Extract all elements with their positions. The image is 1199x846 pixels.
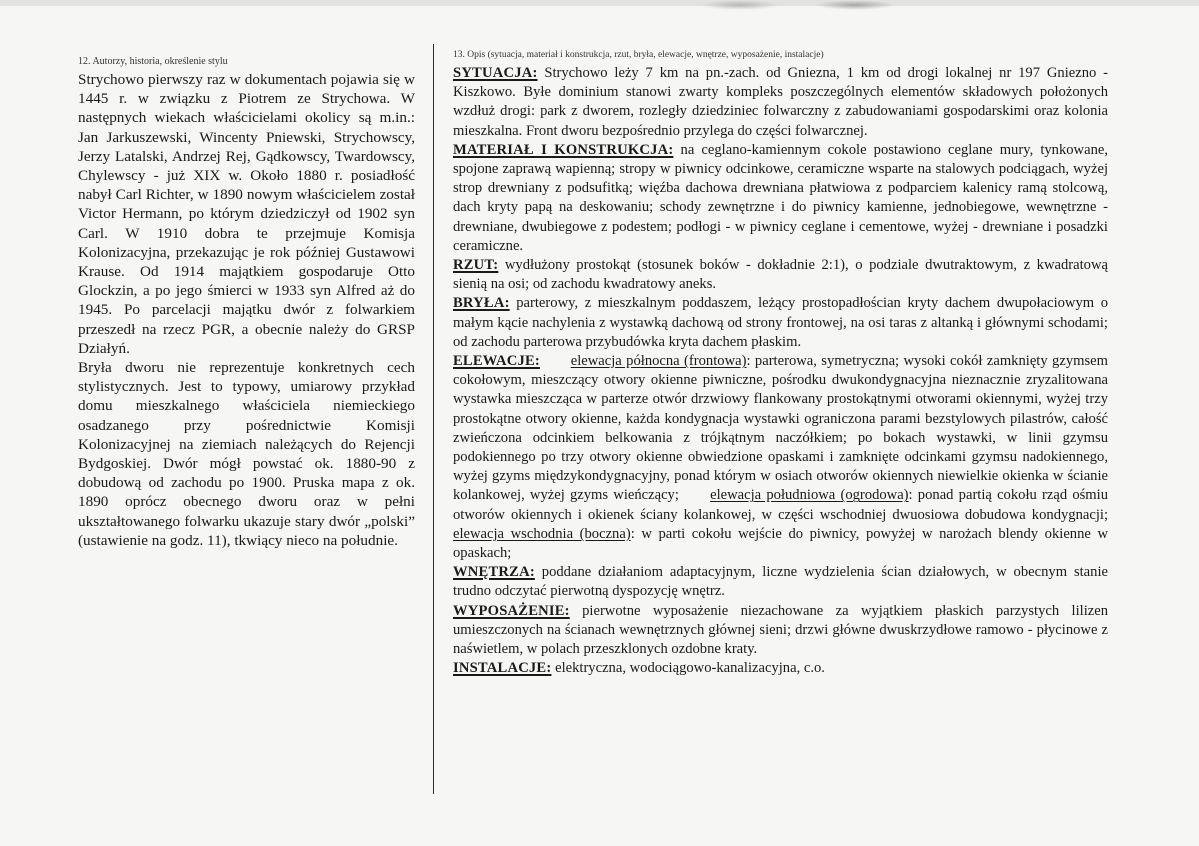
history-paragraph: Strychowo pierwszy raz w dokumentach pojawia się w 1445 r. w związku z Piotrem ze Strychowa. W następnych wiekach właścicielami okolicy są m.in.: Jan Jarkuszewski, Wincenty Pniewski, Strychowscy, Jerzy Latalski, Andrzej Rej, Gądkowscy, Twardowscy, Chylewscy - już XIX w. Około 1880 r. posiadłość nabył Carl Richter, w 1890 nowym właścicielem został Victor Hermann, po którym dziedziczył od 1902 syn Carl. W 1910 dobra te przejmuje Komisja Kolonizacyjna, przekazując je rok później Gustawowi Krause. Od 1914 majątkiem gospodaruje Otto Glockzin, a po jego śmierci w 1933 syn Alfred aż do 1945. Po parcelacji majątku dwór z folwarkiem przeszedł na rzecz PGR, a obecnie należy do GRSP Działyń. — [78, 71, 415, 357]
top-edge — [0, 0, 1199, 6]
wnetrza-text: poddane działaniom adaptacyjnym, liczne wydzielenia ścian działowych, w obecnym stanie trudno odczytać pierwotną dyspozycję wnętrz. — [453, 564, 1108, 600]
elewacja-polnocna-label: elewacja północna (frontowa) — [570, 353, 747, 370]
instalacje-label: INSTALACJE: — [453, 660, 552, 677]
rzut-label: RZUT: — [453, 257, 499, 274]
elewacje-paragraph — [453, 352, 1108, 563]
elewacja-poludniowa-text: : ponad partią cokołu rząd ośmiu otworów okiennych i okienek ściany kolankowej, w części wschodniej dwuosiowa dobudowa kondygnacji; — [453, 487, 1108, 523]
section-12-body — [78, 70, 415, 550]
wnetrza-paragraph — [453, 563, 1108, 601]
section-12-heading: 12. Autorzy, historia, określenie stylu — [78, 56, 228, 67]
instalacje-text: elektryczna, wodociągowo-kanalizacyjna, c.o. — [551, 660, 825, 677]
section-13-body — [453, 64, 1108, 679]
elewacja-wschodnia-label: elewacja wschodnia (boczna) — [453, 525, 631, 542]
material-paragraph — [453, 141, 1108, 256]
wyposazenie-paragraph — [453, 602, 1108, 660]
rzut-paragraph — [453, 256, 1108, 294]
bryla-label: BRYŁA: — [453, 295, 510, 312]
rzut-text: wydłużony prostokąt (stosunek boków - dokładnie 2:1), o podziale dwutraktowym, z kwadratową sienią na osi; od zachodu kwadratowy aneks. — [453, 257, 1108, 293]
material-text: na ceglano-kamiennym cokole postawiono ceglane mury, tynkowane, spojone zaprawą wapienną; stropy w piwnicy odcinkowe, ceramiczne wsparte na stalowych podciągach, wyżej strop drewniany z podsufitką; więźba dachowa drewniana płatwiowa z podparciem kalenicy ramą stolcową, dach kryty papą na deskowaniu; schody zewnętrzne i do piwnicy kamienne, jednobiegowe, wewnętrzne - drewniane, dwubiegowe z podestem; podłogi - w piwnicy ceglane i cementowe, wyżej - drewniane i posadzki ceramiczne. — [453, 141, 1108, 254]
scan-speck — [700, 0, 780, 10]
style-paragraph: Bryła dworu nie reprezentuje konkretnych cech stylistycznych. Jest to typowy, umiarowy przykład domu mieszkalnego właściciela niemieckiego osadzanego przy pośrednictwie Komisji Kolonizacyjnej na ziemiach należących do Rejencji Bydgoskiej. Dwór mógł powstać ok. 1880-90 z dobudową od zachodu po 1900. Pruska mapa z ok. 1890 oprócz obecnego dworu oraz w pełni ukształtowanego folwarku ukazuje stary dwór „polski” (ustawienie na godz. 11), tkwiący nieco na południe. — [78, 359, 415, 549]
left-column — [78, 56, 415, 550]
right-column — [453, 49, 1108, 679]
bryla-text: parterowy, z mieszkalnym poddaszem, leżący prostopadłościan kryty dachem dwupołaciowym o małym kącie nachylenia z wystawką dachową od strony frontowej, na osi taras z altanką i głównymi schodami; od zachodu parterowa przybudówka kryta dachem płaskim. — [453, 295, 1108, 350]
bryla-paragraph — [453, 294, 1108, 352]
instalacje-paragraph — [453, 659, 1108, 678]
elewacja-polnocna-text: : parterowa, symetryczna; wysoki cokół zamknięty gzymsem cokołowym, mieszczący otwory okienne piwniczne, pośrodku dwukondygnacyjna nieznacznie zryzalitowana wystawka mieszcząca w parterze otwór drzwiowy flankowany prostokątnymi otworami okiennymi, wyżej trzy prostokątne otwory okienne, każda kondygnacja wystawki ograniczona parami bezstylowych pilastrów, całość zwieńczona odcinkiem belkowania z trójkątnym naczółkiem; po bokach wystawki, w linii gzymsu podokiennego po trzy otwory okienne obwiedzione opaskami i zamknięte odcinkami gzymsu nadokiennego, wyżej gzyms międzykondygnacyjny, ponad którym w osiach otworów okiennych niewielkie okienka w ścianie kolankowej, wyżej gzyms wieńczący; — [453, 353, 1108, 504]
scan-speck — [815, 0, 895, 10]
column-divider — [433, 44, 434, 794]
sytuacja-text: Strychowo leży 7 km na pn.-zach. od Gniezna, 1 km od drogi lokalnej nr 197 Gniezno - Kiszkowo. Byłe dominium stanowi zwarty kompleks poszczególnych elementów składowych położonych wzdłuż drogi: park z dworem, rozległy dziedziniec folwarczny z zabudowaniami gospodarskimi oraz kolonia mieszkalna. Front dworu bezpośrednio przylega do części folwarcznej. — [453, 65, 1108, 139]
section-13-heading: 13. Opis (sytuacja, materiał i konstrukcja, rzut, bryła, elewacje, wnętrze, wyposażenie, instalacje) — [453, 50, 824, 60]
elewacja-wschodnia-text: : w parti cokołu wejście do piwnicy, powyżej w narożach blendy okienne w opaskach; — [453, 525, 1108, 562]
wnetrza-label: WNĘTRZA: — [453, 564, 535, 581]
sytuacja-paragraph — [453, 64, 1108, 141]
sytuacja-label: SYTUACJA: — [453, 65, 538, 81]
wyposazenie-text: pierwotne wyposażenie niezachowane za wyjątkiem płaskich parzystych lilizen umieszczonych na ścianach wewnętrznych głównej sieni; drzwi główne dwuskrzydłowe ramowo - płycinowe z naświetlem, w polach przeszklonych ozdobne kraty. — [453, 602, 1108, 658]
wyposazenie-label: WYPOSAŻENIE: — [453, 602, 570, 619]
material-label: MATERIAŁ I KONSTRUKCJA: — [453, 141, 674, 158]
elewacje-label: ELEWACJE: — [453, 353, 540, 370]
elewacja-poludniowa-label: elewacja południowa (ogrodowa) — [710, 487, 909, 504]
